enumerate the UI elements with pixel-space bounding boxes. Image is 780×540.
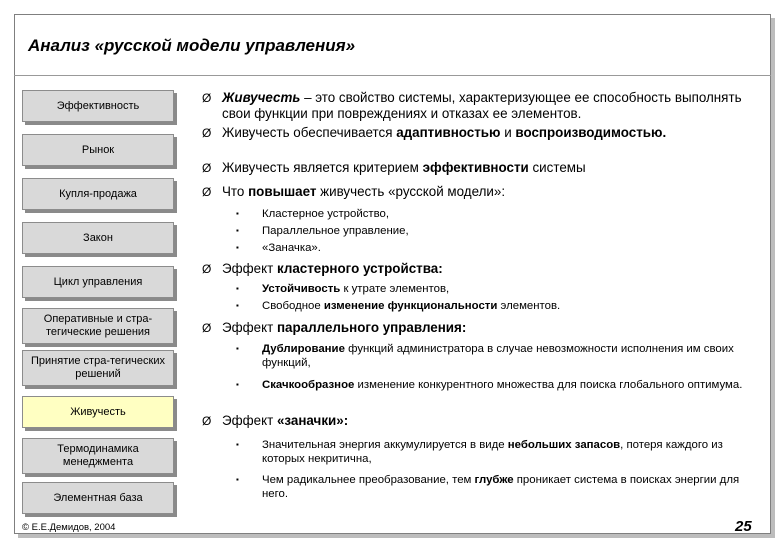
- page-number: 25: [735, 518, 752, 535]
- bullet-text: Эффект: [222, 261, 277, 276]
- sidebar-item-effectiveness[interactable]: [22, 90, 174, 122]
- sidebar-item-label: Рынок: [81, 143, 115, 156]
- square-bullet-icon: ▪: [236, 475, 239, 484]
- sidebar-item-label: Эффективность: [56, 99, 140, 112]
- bullet-text: небольших запасов: [507, 439, 621, 451]
- bullet-text: системы: [528, 160, 586, 175]
- bullet-item: [200, 413, 762, 429]
- arrow-bullet-icon: Ø: [202, 126, 212, 140]
- bullet-text: и: [500, 125, 516, 140]
- bullet-item: [200, 261, 762, 277]
- bullet-text: Параллельное управление,: [262, 225, 409, 237]
- bullet-item: [200, 90, 762, 122]
- bullet-text: Живучесть: [222, 90, 301, 105]
- square-bullet-icon: ▪: [236, 243, 239, 252]
- sidebar-item-label: Оперативные и стра-тегические решения: [43, 313, 153, 338]
- bullet-item: [200, 184, 762, 200]
- sidebar-item-survivability[interactable]: [22, 396, 174, 428]
- bullet-text: Эффект: [222, 413, 277, 428]
- bullet-text: элементов.: [497, 300, 561, 312]
- sub-bullet-item: [236, 473, 762, 501]
- square-bullet-icon: ▪: [236, 226, 239, 235]
- sidebar-item-strategic-decisions[interactable]: [22, 350, 174, 386]
- sidebar-item-label: Термодинамика менеджмента: [57, 443, 139, 468]
- bullet-text: , потеря каждого из которых некритична,: [262, 439, 723, 465]
- bullet-text: «Заначка».: [262, 242, 321, 254]
- bullet-text: Свободное: [262, 300, 324, 312]
- bullet-text: живучесть «русской модели»:: [316, 184, 506, 199]
- sidebar-item-thermodynamics[interactable]: [22, 438, 174, 474]
- sub-bullet-item: [236, 378, 762, 392]
- bullet-text: Живучесть обеспечивается: [222, 125, 397, 140]
- sub-bullet-item: [236, 207, 762, 221]
- sub-bullet-item: [236, 342, 762, 370]
- bullet-item: [200, 160, 762, 176]
- bullet-item: [200, 320, 762, 336]
- bullet-text: Живучесть является критерием: [222, 160, 423, 175]
- bullet-text: Кластерное устройство,: [262, 208, 390, 220]
- bullet-text: изменение функциональности: [323, 300, 498, 312]
- bullet-text: – это свойство системы, характеризующее ее способность выполнять свои функции при повреждениях и отказах ее элементов.: [222, 90, 742, 121]
- square-bullet-icon: ▪: [236, 380, 239, 389]
- arrow-bullet-icon: Ø: [202, 414, 212, 428]
- sub-bullet-item: [236, 282, 762, 296]
- bullet-text: Дублирование: [262, 343, 345, 355]
- bullet-text: Скачкообразное: [262, 379, 355, 391]
- sidebar-item-element-base[interactable]: [22, 482, 174, 514]
- sidebar-item-label: Принятие стра-тегических решений: [31, 355, 165, 380]
- sidebar-item-trade[interactable]: [22, 178, 174, 210]
- sidebar-item-label: Цикл управления: [53, 275, 143, 288]
- bullet-text: Значительная энергия аккумулируется в виде: [262, 439, 508, 451]
- bullet-text: воспроизводимостью.: [515, 125, 667, 140]
- bullet-text: Устойчивость: [262, 283, 341, 295]
- bullet-text: функций администратора в случае невозможности исполнения им своих функций,: [262, 343, 734, 369]
- bullet-text: Что: [222, 184, 249, 199]
- sub-bullet-item: [236, 438, 762, 466]
- bullet-text: эффективности: [422, 160, 529, 175]
- sidebar-item-decisions[interactable]: [22, 308, 174, 344]
- bullet-text: проникает система в поисках энергии для него.: [262, 474, 740, 500]
- copyright: © Е.Е.Демидов, 2004: [22, 522, 116, 533]
- sidebar-item-management-cycle[interactable]: [22, 266, 174, 298]
- bullet-text: адаптивностью: [396, 125, 501, 140]
- sub-bullet-item: [236, 224, 762, 238]
- arrow-bullet-icon: Ø: [202, 321, 212, 335]
- bullet-text: повышает: [248, 184, 317, 199]
- sidebar-item-law[interactable]: [22, 222, 174, 254]
- bullet-text: к утрате элементов,: [340, 283, 450, 295]
- bullet-text: Чем радикальнее преобразование, тем: [262, 474, 475, 486]
- square-bullet-icon: ▪: [236, 344, 239, 353]
- sidebar-item-label: Закон: [83, 231, 113, 244]
- bullet-text: параллельного управления:: [276, 320, 467, 335]
- arrow-bullet-icon: Ø: [202, 185, 212, 199]
- bullet-text: изменение конкурентного множества для поиска глобального оптимума.: [354, 379, 743, 391]
- sidebar-item-label: Живучесть: [70, 405, 126, 418]
- bullet-text: «заначки»:: [276, 413, 349, 428]
- square-bullet-icon: ▪: [236, 284, 239, 293]
- arrow-bullet-icon: Ø: [202, 91, 212, 105]
- sub-bullet-item: [236, 241, 762, 255]
- sidebar-item-market[interactable]: [22, 134, 174, 166]
- bullet-text: Эффект: [222, 320, 277, 335]
- sub-bullet-item: [236, 299, 762, 313]
- arrow-bullet-icon: Ø: [202, 262, 212, 276]
- bullet-text: кластерного устройства:: [276, 261, 443, 276]
- arrow-bullet-icon: Ø: [202, 161, 212, 175]
- title-divider: [14, 75, 771, 76]
- square-bullet-icon: ▪: [236, 209, 239, 218]
- square-bullet-icon: ▪: [236, 301, 239, 310]
- square-bullet-icon: ▪: [236, 440, 239, 449]
- sidebar-item-label: Купля-продажа: [59, 187, 137, 200]
- bullet-item: [200, 125, 762, 141]
- slide-title: Анализ «русской модели управления»: [28, 36, 356, 55]
- sidebar-item-label: Элементная база: [53, 491, 143, 504]
- bullet-text: глубже: [474, 474, 514, 486]
